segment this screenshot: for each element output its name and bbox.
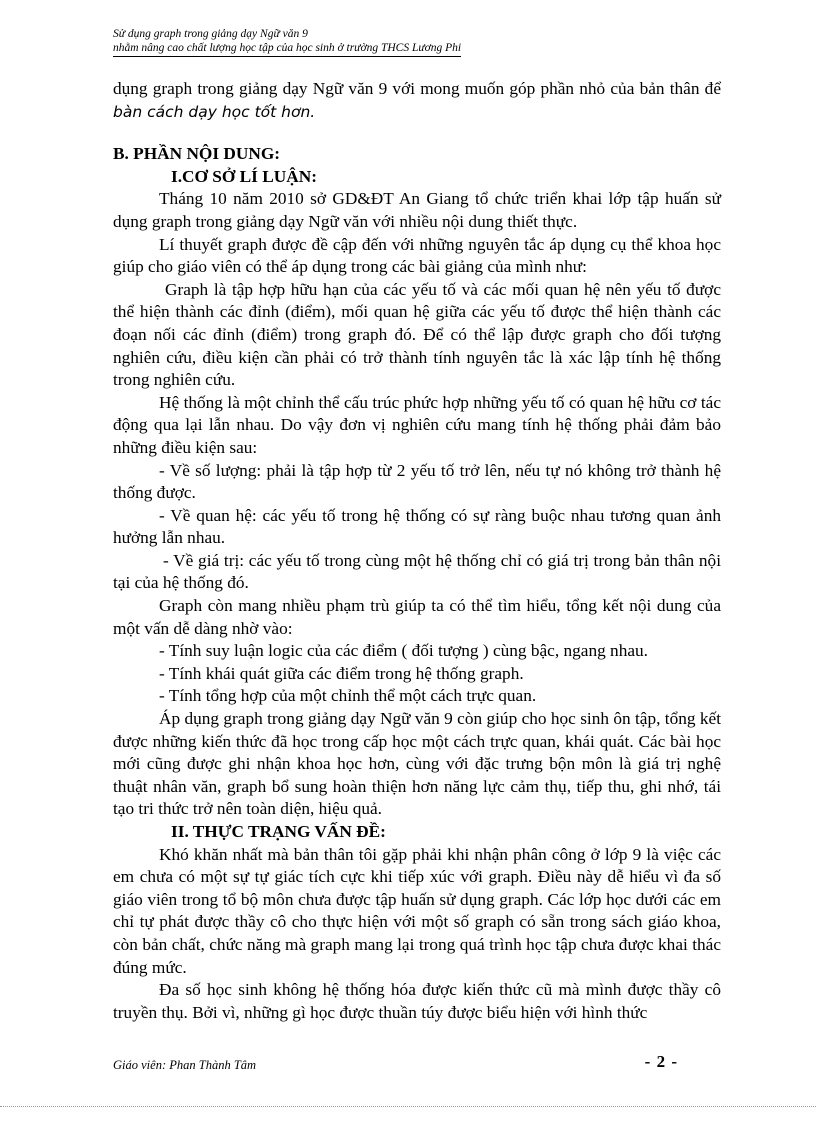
paragraph-3: Graph là tập hợp hữu hạn của các yếu tố và các mối quan hệ nên yếu tố được thể hiện thành các đỉnh (điểm), mối quan hệ giữa các yếu tố được thể hiện thành các đoạn nối các đỉnh (điểm) trong graph đó. Để có thể lập được graph cho đối tượng nghiên cứu, điều kiện cần phải có trở thành tính nguyên tắc là xác lập tính hệ thống trong nghiên cứu. — [113, 279, 721, 390]
paragraph-1: Tháng 10 năm 2010 sở GD&ĐT An Giang tổ chức triển khai lớp tập huấn sử dụng graph trong giảng dạy Ngữ văn với nhiều nội dung thiết thực. — [113, 189, 721, 231]
list-item-synthesis: - Tính tổng hợp của một chỉnh thể một cách trực quan. — [159, 686, 537, 706]
subsection-heading-1: I.CƠ SỞ LÍ LUẬN: — [171, 166, 317, 186]
page-break-divider — [0, 1106, 816, 1107]
paragraph-7: Khó khăn nhất mà bản thân tôi gặp phải khi nhận phân công ở lớp 9 là việc các em chưa có một sự tự giác tích cực khi tiếp xúc với graph. Điều này dễ hiểu vì đa số giáo viên trong tổ bộ môn chưa được tập huấn sử dụng graph. Các lớp học dưới các em chỉ tự phát được thầy cô cho thực hiện với một số graph có sẵn trong sách giáo khoa, còn bản chất, chức năng mà graph mang lại trong quá trình học tập chưa được khai thác đúng mức. — [113, 844, 721, 977]
paragraph-6: Áp dụng graph trong giảng dạy Ngữ văn 9 còn giúp cho học sinh ôn tập, tổng kết được những kiến thức đã học trong cấp học một cách trực quan, khái quát. Các bài học mới cũng được ghi nhận khoa học hơn, cùng với đặc trưng bộn môn là giá trị nghệ thuật nhân văn, graph bổ sung hoàn thiện hơn năng lực cảm thụ, tiếp thu, ghi nhớ, tái tạo tri thức trở nên toàn diện, hiệu quả. — [113, 709, 721, 819]
list-item-quantity: - Về số lượng: phải là tập hợp từ 2 yếu tố trở lên, nếu tự nó không trở thành hệ thống được. — [113, 460, 721, 503]
intro-italic-text: bàn cách dạy học tốt hơn. — [113, 102, 316, 121]
header-title-line-1: Sử dụng graph trong giảng dạy Ngữ văn 9 — [113, 28, 308, 40]
running-header — [113, 27, 533, 57]
list-item-value: - Về giá trị: các yếu tố trong cùng một hệ thống chỉ có giá trị trong bản thân nội tại của hệ thống đó. — [113, 550, 721, 593]
spacer — [113, 123, 721, 143]
page-footer — [113, 1052, 678, 1073]
page-number: - 2 - — [644, 1052, 678, 1071]
list-item-generalization: - Tính khái quát giữa các điểm trong hệ thống graph. — [159, 663, 524, 683]
paragraph-4: Hệ thống là một chỉnh thể cấu trúc phức hợp những yếu tố có quan hệ hữu cơ tác động qua lại lẫn nhau. Do vậy đơn vị nghiên cứu mang tính hệ thống phải đảm bảo những điều kiện sau: — [113, 392, 721, 457]
footer-teacher-name: Giáo viên: Phan Thành Tâm — [113, 1058, 257, 1072]
intro-paragraph — [113, 78, 721, 123]
intro-text: dụng graph trong giảng dạy Ngữ văn 9 với mong muốn góp phần nhỏ của bản thân để — [113, 79, 721, 98]
paragraph-2: Lí thuyết graph được đề cập đến với những nguyên tắc áp dụng cụ thể khoa học giúp cho giáo viên có thể áp dụng trong các bài giảng của mình như: — [113, 234, 721, 277]
list-item-logic: - Tính suy luận logic của các điểm ( đối tượng ) cùng bậc, ngang nhau. — [159, 641, 648, 661]
body-text — [113, 78, 721, 1024]
subsection-heading-2: II. THỰC TRẠNG VẤN ĐỀ: — [171, 822, 386, 841]
paragraph-5: Graph còn mang nhiều phạm trù giúp ta có thể tìm hiểu, tổng kết nội dung của một vấn dễ dàng nhờ vào: — [113, 596, 721, 638]
list-item-relation: - Về quan hệ: các yếu tố trong hệ thống có sự ràng buộc nhau tương quan ảnh hưởng lẫn nhau. — [113, 505, 721, 548]
paragraph-8: Đa số học sinh không hệ thống hóa được kiến thức cũ mà mình được thầy cô truyền thụ. Bởi vì, những gì học được thuần túy được biểu hiện với hình thức — [113, 980, 721, 1022]
header-title-line-2: nhằm nâng cao chất lượng học tập của học sinh ở trường THCS Lương Phi — [113, 41, 461, 57]
section-heading-b: B. PHẦN NỘI DUNG: — [113, 144, 281, 164]
